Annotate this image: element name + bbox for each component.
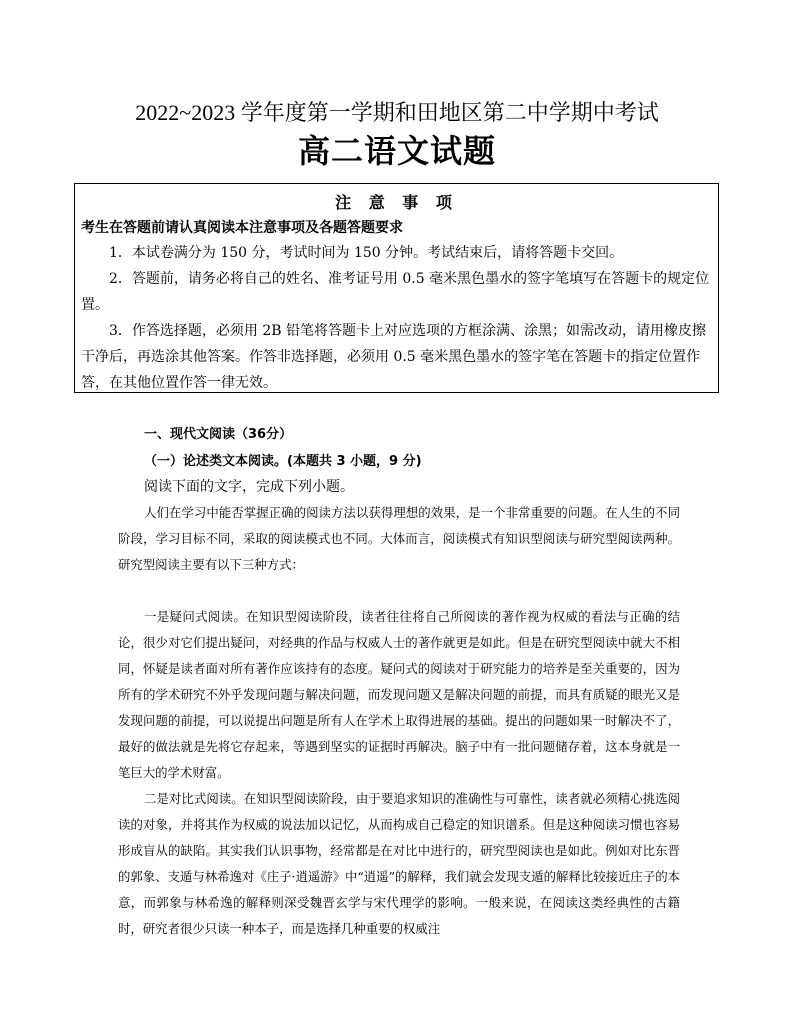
notice-item-1: 1．本试卷满分为 150 分，考试时间为 150 分钟。考试结束后，请将答题卡交回。 [109, 245, 624, 261]
notice-item-2: 2．答题前，请务必将自己的姓名、准考证号用 0.5 毫米黑色墨水的签字笔填写在答题卡的规定位置。 [81, 271, 710, 313]
notice-item-3: 3．作答选择题，必须用 2B 铅笔将答题卡上对应选项的方框涂满、涂黑；如需改动，请用橡皮擦干净后，再选涂其他答案。作答非选择题，必须用 0.5 毫米黑色墨水的签字笔在答题卡的指定位置作答，在其他位置作答一律无效。 [81, 323, 707, 391]
exam-subtitle: 2022~2023 学年度第一学期和田地区第二中学期中考试 [135, 100, 659, 125]
passage-paragraph: 人们在学习中能否掌握正确的阅读方法以获得理想的效果，是一个非常重要的问题。在人生的不同阶段，学习目标不同，采取的阅读模式也不同。大体而言，阅读模式有知识型阅读与研究型阅读两种。研究型阅读主要有以下三种方式： [118, 505, 680, 572]
notice-box [74, 183, 719, 393]
passage-paragraph: 二是对比式阅读。在知识型阅读阶段，由于要追求知识的准确性与可靠性，读者就必须精心挑选阅读的对象，并将其作为权威的说法加以记忆，从而构成自己稳定的知识谱系。但是这种阅读习惯也容易形成盲从的缺陷。其实我们认识事物，经常都是在对比中进行的，研究型阅读也是如此。例如对比东晋的郭象、支遁与林希逸对《庄子·逍遥游》中“逍遥”的解释，我们就会发现支遁的解释比较接近庄子的本意，而郭象与林希逸的解释则深受魏晋玄学与宋代理学的影响。一般来说，在阅读这类经典性的古籍时，研究者很少只读一种本子，而是选择几种重要的权威注 [118, 791, 680, 936]
section-subheading: （一）论述类文本阅读。(本题共 3 小题，9 分) [144, 454, 422, 469]
reading-instruction: 阅读下面的文字，完成下列小题。 [144, 479, 354, 495]
section-heading: 一、现代文阅读（36分） [144, 427, 293, 442]
notice-heading: 注 意 事 项 [335, 193, 458, 212]
exam-title: 高二语文试题 [297, 132, 496, 170]
passage-paragraph: 一是疑问式阅读。在知识型阅读阶段，读者往往将自己所阅读的著作视为权威的看法与正确的结论，很少对它们提出疑问，对经典的作品与权威人士的著作就更是如此。但是在研究型阅读中就大不相同，怀疑是读者面对所有著作应该持有的态度。疑问式的阅读对于研究能力的培养是至关重要的，因为所有的学术研究不外乎发现问题与解决问题，而发现问题又是解决问题的前提，而具有质疑的眼光又是发现问题的前提，可以说提出问题是所有人在学术上取得进展的基础。提出的问题如果一时解决不了，最好的做法就是先将它存起来，等遇到坚实的证据时再解决。脑子中有一批问题储存着，这本身就是一笔巨大的学术财富。 [118, 609, 680, 780]
notice-subheading: 考生在答题前请认真阅读本注意事项及各题答题要求 [81, 220, 403, 236]
